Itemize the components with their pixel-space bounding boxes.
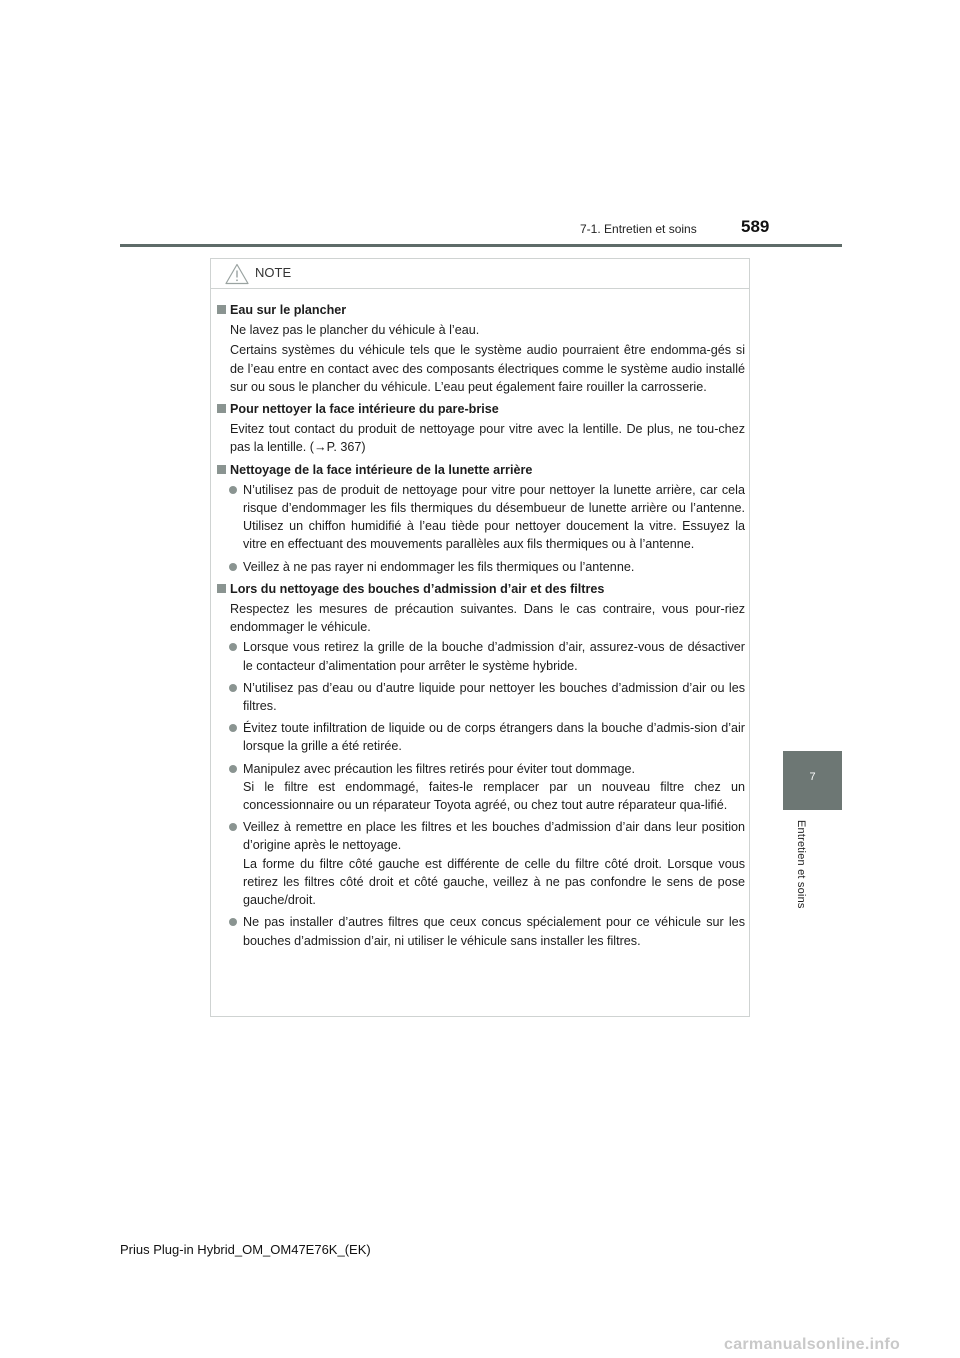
bullet-text: N’utilisez pas d’eau ou d’autre liquide pour nettoyer les bouches d’admission d’air ou les filtres. [243, 680, 745, 714]
bullet-text: N’utilisez pas de produit de nettoyage pour vitre pour nettoyer la lunette arrière, car cela risque d’endommager les fils thermiques du désembueur de lunette arrière ou l’antenne. Utilisez un chiffon humidifié à l’eau tiède pour nettoyer doucement la vitre. Essuyez la vitre en effectuant des mouvements parallèles aux fils thermiques ou à l’antenne. [243, 482, 745, 552]
note-section [217, 301, 745, 396]
chapter-number: 7 [809, 771, 816, 783]
round-bullet-icon [229, 643, 237, 651]
section-heading [217, 461, 745, 479]
note-section [217, 400, 745, 457]
section-heading-text: Nettoyage de la face intérieure de la lunette arrière [230, 462, 533, 477]
bullet-item [217, 760, 745, 815]
bullet-text: Veillez à ne pas rayer ni endommager les fils thermiques ou l’antenne. [243, 559, 635, 574]
bullet-item [217, 638, 745, 674]
note-section [217, 461, 745, 576]
round-bullet-icon [229, 918, 237, 926]
section-heading [217, 400, 745, 418]
header-section-title: 7-1. Entretien et soins [580, 222, 697, 236]
square-bullet-icon [217, 584, 226, 593]
round-bullet-icon [229, 724, 237, 732]
bullet-item [217, 679, 745, 715]
square-bullet-icon [217, 465, 226, 474]
bullet-text: Lorsque vous retirez la grille de la bouche d’admission d’air, assurez-vous de désactiver le contacteur d’alimentation pour arrêter le système hybride. [243, 640, 745, 673]
round-bullet-icon [229, 765, 237, 773]
bullet-item [217, 818, 745, 909]
bullet-text: Manipulez avec précaution les filtres retirés pour éviter tout dommage. Si le filtre est endommagé, faites-le remplacer par un nouveau filtre chez un concessionnaire ou un réparateur Toyota agréé, ou chez tout autre réparateur qua-lifié. [243, 761, 745, 813]
round-bullet-icon [229, 486, 237, 494]
bullet-text: Évitez toute infiltration de liquide ou de corps étrangers dans la bouche d’admis-sion d’air lorsque la grille a été retirée. [243, 721, 745, 754]
note-body [217, 301, 745, 954]
bullet-item [217, 719, 745, 755]
square-bullet-icon [217, 404, 226, 413]
note-box [210, 258, 750, 1017]
chapter-side-label: Entretien et soins [795, 820, 807, 909]
round-bullet-icon [229, 563, 237, 571]
round-bullet-icon [229, 823, 237, 831]
round-bullet-icon [229, 684, 237, 692]
note-header [211, 259, 749, 289]
bullet-text: Veillez à remettre en place les filtres et les bouches d’admission d’air dans leur position d’origine après le nettoyage. La forme du filtre côté gauche est différente de celle du filtre côté droit. Lorsque vous retirez les filtres côté droit et côté gauche, veillez à ne pas confondre le sens de pose gauche/droit. [243, 820, 745, 908]
section-paragraph: Respectez les mesures de précaution suivantes. Dans le cas contraire, vous pour-riez endommager le véhicule. [230, 602, 745, 635]
square-bullet-icon [217, 305, 226, 314]
footer-document-id: Prius Plug-in Hybrid_OM_OM47E76K_(EK) [120, 1242, 371, 1257]
section-paragraph: Ne lavez pas le plancher du véhicule à l’eau. [230, 323, 480, 338]
page-number: 589 [741, 217, 770, 236]
section-heading-text: Lors du nettoyage des bouches d’admission d’air et des filtres [230, 581, 605, 596]
warning-triangle-icon [225, 263, 249, 285]
section-heading-text: Pour nettoyer la face intérieure du pare-brise [230, 402, 499, 417]
watermark: carmanualsonline.info [724, 1336, 901, 1353]
section-paragraph: Certains systèmes du véhicule tels que le système audio pourraient être endomma-gés si de l’eau entre en contact avec des composants électriques comme le système audio installé sur ou sous le plancher du véhicule. L’eau peut également faire rouiller la carrosserie. [230, 343, 745, 394]
section-heading [217, 301, 745, 319]
bullet-item [217, 558, 745, 576]
note-title: NOTE [255, 265, 292, 280]
section-paragraph: Evitez tout contact du produit de nettoyage pour vitre avec la lentille. De plus, ne tou-chez pas la lentille. (→P. 367) [230, 422, 745, 455]
bullet-text: Ne pas installer d’autres filtres que ceux concus spécialement pour ce véhicule sur les bouches d’admission d’air, ni utiliser le véhicule sans installer les filtres. [243, 915, 745, 948]
chapter-tab [783, 751, 842, 810]
bullet-item [217, 913, 745, 949]
bullet-item [217, 481, 745, 554]
header-rule [120, 244, 842, 247]
section-heading-text: Eau sur le plancher [230, 303, 347, 317]
section-heading [217, 580, 745, 598]
note-section [217, 580, 745, 950]
